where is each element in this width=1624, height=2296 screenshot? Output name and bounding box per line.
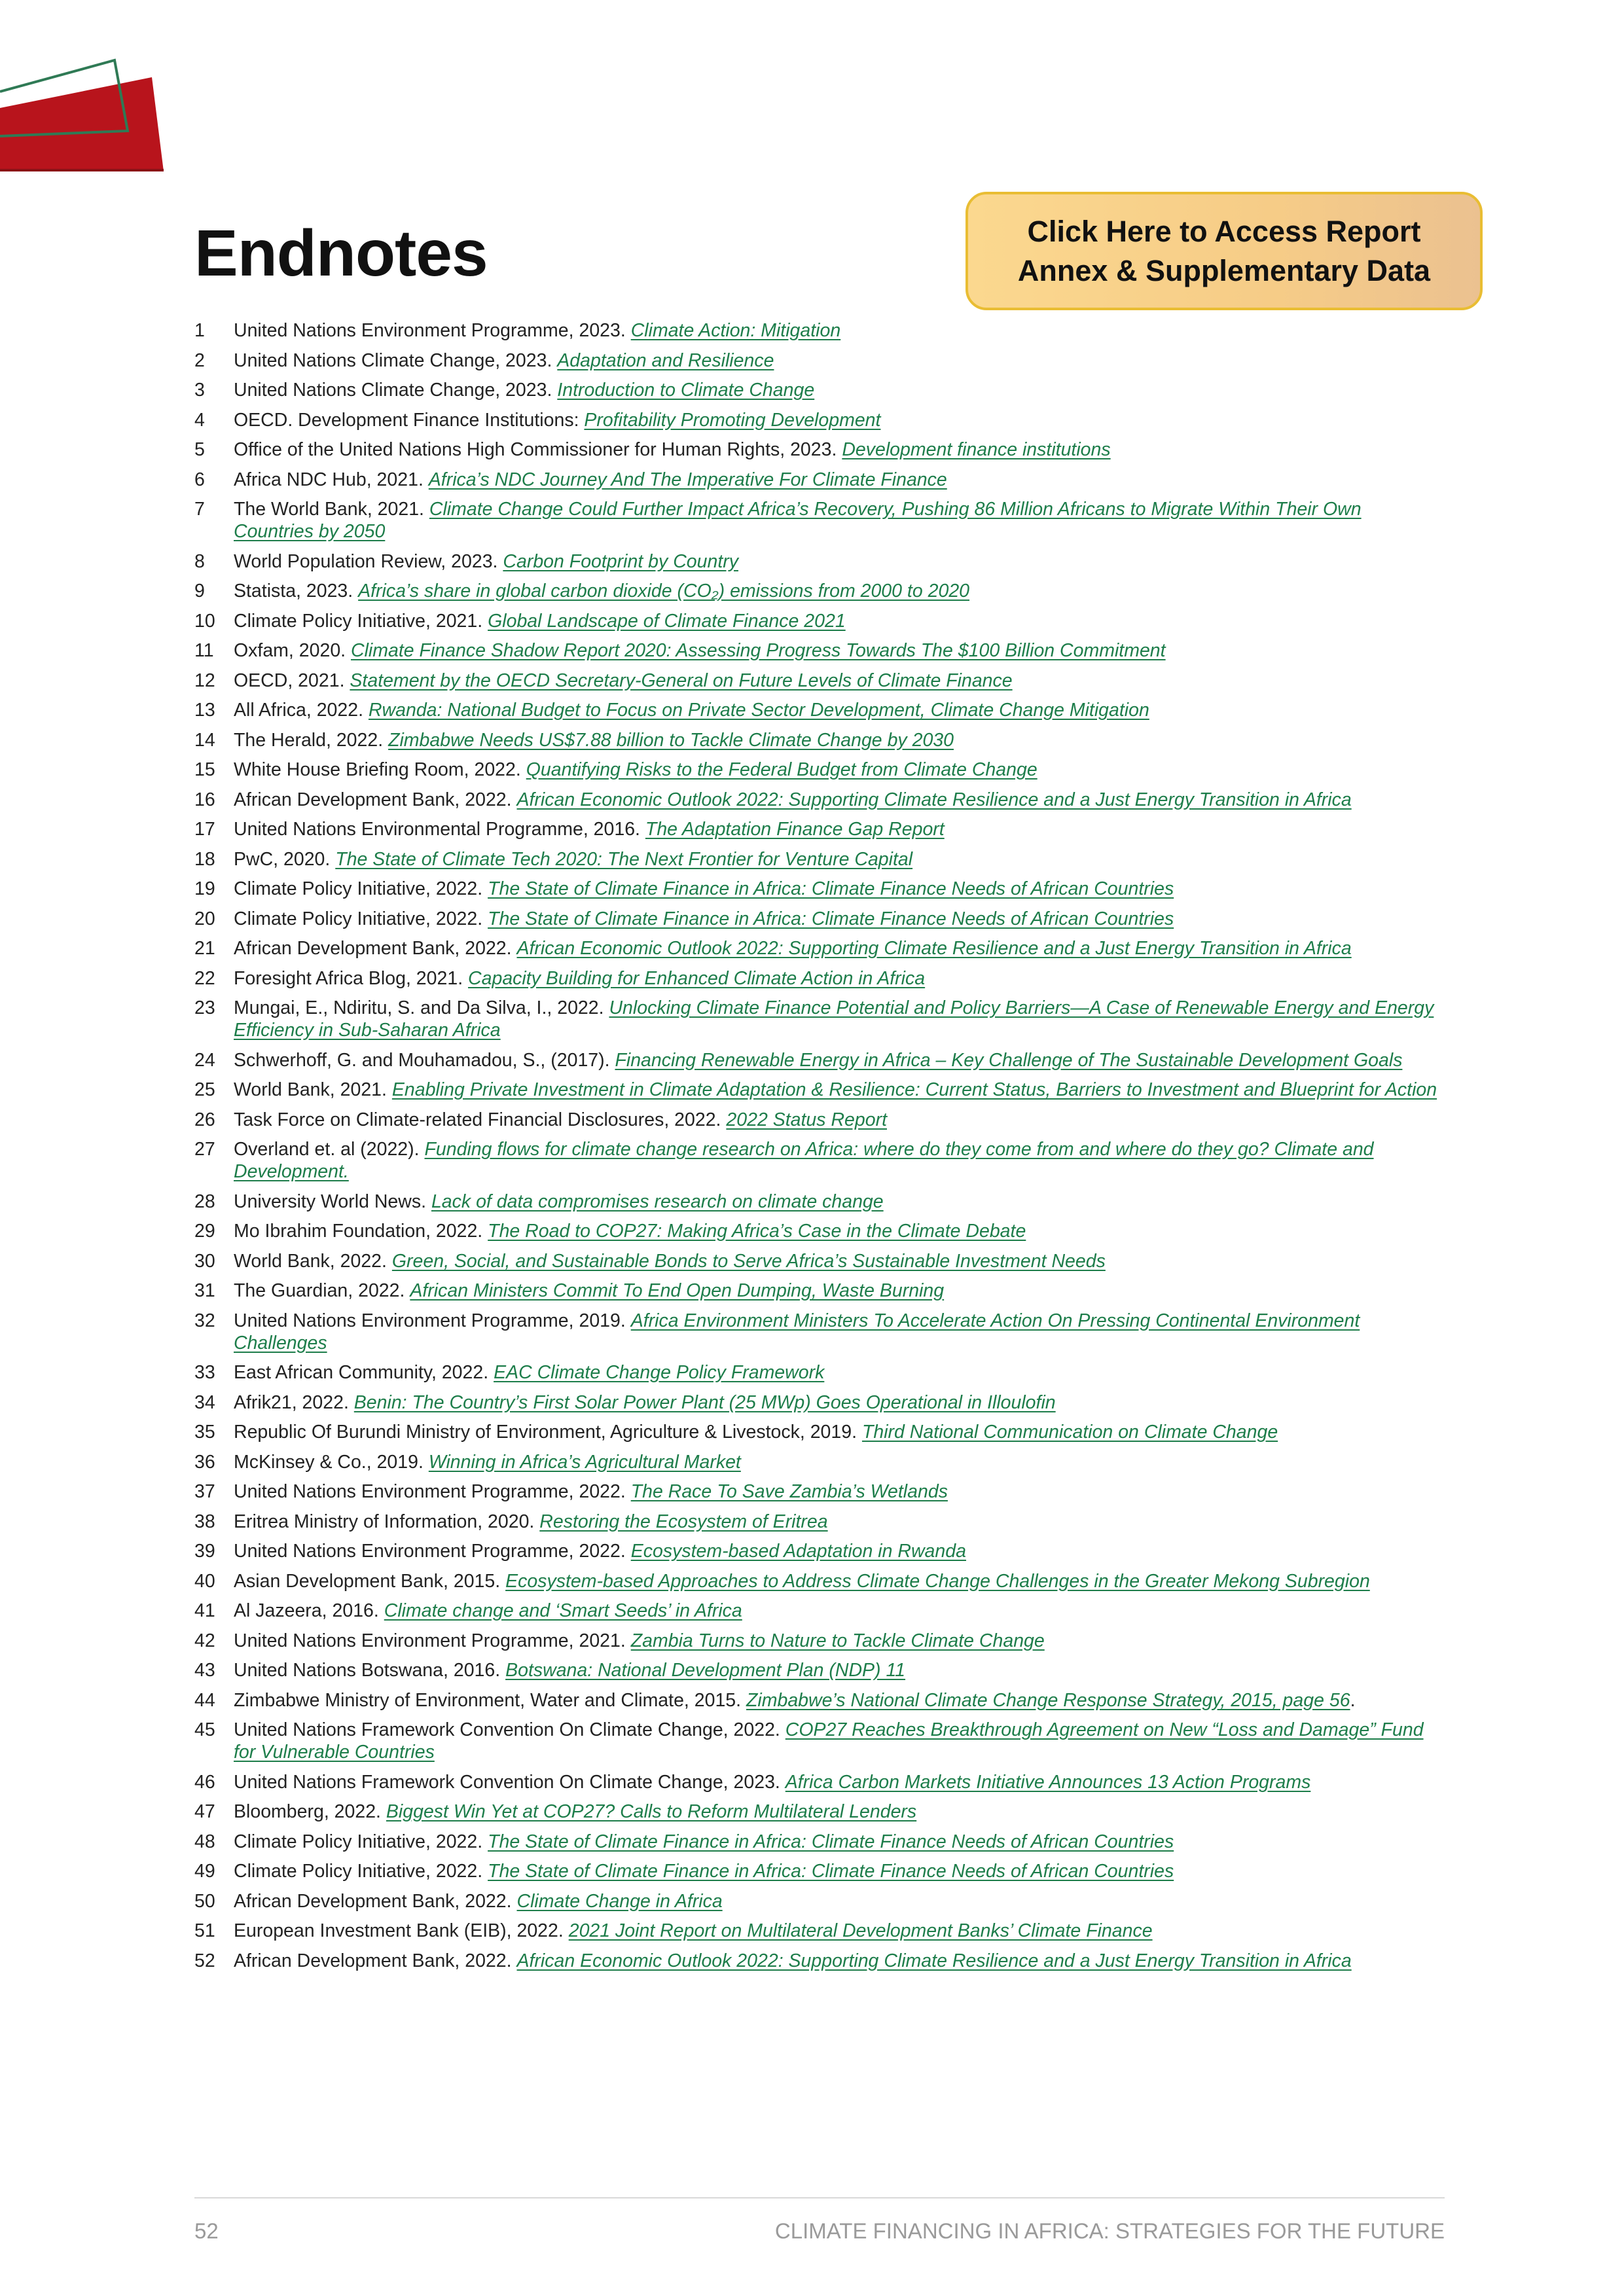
endnote-text (234, 1511, 1445, 1533)
endnote-item (194, 1920, 1445, 1942)
endnote-number: 14 (194, 729, 215, 751)
endnote-link[interactable]: Biggest Win Yet at COP27? Calls to Reform Multilateral Lenders (386, 1801, 917, 1822)
endnote-number: 34 (194, 1391, 215, 1413)
endnote-text (234, 1049, 1445, 1071)
endnote-link[interactable]: Funding flows for climate change research on Africa: where do they come from and where do they go? Climate and Development. (234, 1139, 1374, 1182)
endnote-citation: Zimbabwe Ministry of Environment, Water and Climate, 2015. (234, 1689, 746, 1711)
endnote-text (234, 759, 1445, 781)
endnote-item (194, 1310, 1445, 1354)
endnote-link[interactable]: Development finance institutions (842, 439, 1111, 460)
endnote-number: 49 (194, 1861, 215, 1882)
endnote-citation: United Nations Climate Change, 2023. (234, 350, 558, 371)
endnote-link[interactable]: EAC Climate Change Policy Framework (494, 1362, 825, 1383)
endnote-item (194, 498, 1445, 543)
report-annex-button-line1: Click Here to Access Report (1027, 214, 1421, 248)
endnote-number: 41 (194, 1600, 215, 1621)
endnote-text (234, 1771, 1445, 1793)
endnote-link[interactable]: COP27 Reaches Breakthrough Agreement on New “Loss and Damage” Fund for Vulnerable Countries (234, 1719, 1424, 1763)
endnote-item (194, 1480, 1445, 1503)
endnote-text (234, 1451, 1445, 1473)
endnote-link[interactable]: Ecosystem-based Adaptation in Rwanda (630, 1541, 966, 1562)
endnote-number: 48 (194, 1831, 215, 1852)
endnote-item (194, 1361, 1445, 1384)
endnote-item (194, 1630, 1445, 1652)
endnote-item (194, 1138, 1445, 1183)
endnote-text (234, 1600, 1445, 1622)
endnote-number: 30 (194, 1250, 215, 1272)
endnote-link[interactable]: Climate Change Could Further Impact Africa’s Recovery, Pushing 86 Million Africans to Migrate Within Their Own Countries by 2050 (234, 499, 1362, 542)
endnote-number: 10 (194, 610, 215, 632)
page-title: Endnotes (194, 217, 488, 290)
endnote-text (234, 937, 1445, 960)
endnote-item (194, 1659, 1445, 1681)
endnotes-list (194, 319, 1445, 1979)
endnote-number: 16 (194, 789, 215, 810)
endnote-number: 33 (194, 1362, 215, 1383)
endnote-text (234, 1191, 1445, 1213)
endnote-text (234, 610, 1445, 632)
endnote-text (234, 1280, 1445, 1302)
endnote-citation: Climate Policy Initiative, 2021. (234, 610, 488, 632)
endnote-citation: Climate Policy Initiative, 2022. (234, 908, 488, 929)
endnote-link[interactable]: The State of Climate Finance in Africa: Climate Finance Needs of African Countries (488, 1861, 1174, 1882)
endnote-citation: United Nations Environment Programme, 2021. (234, 1630, 631, 1651)
endnote-number: 51 (194, 1920, 215, 1941)
endnote-text (234, 1890, 1445, 1912)
endnote-item (194, 409, 1445, 431)
endnote-number: 44 (194, 1689, 215, 1711)
endnote-item (194, 319, 1445, 342)
endnote-item (194, 1570, 1445, 1592)
endnote-item (194, 1689, 1445, 1712)
page-number: 52 (194, 2219, 219, 2243)
endnote-item (194, 350, 1445, 372)
endnote-text (234, 639, 1445, 662)
endnote-number: 52 (194, 1950, 215, 1971)
endnote-item (194, 1950, 1445, 1972)
endnote-item (194, 670, 1445, 692)
endnote-link[interactable]: Climate change and ‘Smart Seeds’ in Africa (384, 1600, 742, 1621)
footer-divider (194, 2197, 1445, 2198)
endnote-item (194, 908, 1445, 930)
endnote-link[interactable]: African Economic Outlook 2022: Supporting Climate Resilience and a Just Energy Transition in Africa (516, 938, 1352, 959)
endnote-citation: Al Jazeera, 2016. (234, 1600, 384, 1621)
endnote-link[interactable]: Zimbabwe Needs US$7.88 billion to Tackle Climate Change by 2030 (388, 729, 954, 751)
endnote-number: 11 (194, 640, 214, 661)
endnote-number: 22 (194, 967, 215, 989)
endnote-link[interactable]: Green, Social, and Sustainable Bonds to Serve Africa’s Sustainable Investment Needs (391, 1250, 1106, 1272)
endnote-text (234, 1310, 1445, 1354)
endnote-citation: African Development Bank, 2022. (234, 938, 517, 959)
endnote-link[interactable]: Restoring the Ecosystem of Eritrea (539, 1511, 828, 1532)
endnote-text (234, 1109, 1445, 1131)
endnote-citation: African Development Bank, 2022. (234, 789, 517, 810)
endnote-item (194, 439, 1445, 461)
endnote-link[interactable]: The Road to COP27: Making Africa’s Case in the Climate Debate (488, 1221, 1026, 1242)
endnote-citation: United Nations Environment Programme, 2023. (234, 320, 631, 341)
endnote-item (194, 1801, 1445, 1823)
endnote-citation: Climate Policy Initiative, 2022. (234, 1831, 488, 1852)
endnote-item (194, 1280, 1445, 1302)
endnote-citation: United Nations Environment Programme, 2019. (234, 1310, 631, 1331)
endnote-citation: United Nations Environmental Programme, 2016. (234, 819, 645, 840)
endnote-item (194, 1109, 1445, 1131)
endnote-text (234, 439, 1445, 461)
endnote-text (234, 848, 1445, 870)
endnote-number: 5 (194, 439, 205, 460)
endnote-link[interactable]: Carbon Footprint by Country (503, 550, 738, 572)
endnote-number: 17 (194, 819, 215, 840)
endnote-text (234, 1391, 1445, 1414)
endnote-text (234, 789, 1445, 811)
corner-decoration (0, 0, 170, 177)
endnote-citation: McKinsey & Co., 2019. (234, 1451, 429, 1473)
endnote-item (194, 789, 1445, 811)
endnote-citation: World Population Review, 2023. (234, 550, 503, 572)
endnote-link[interactable]: Zambia Turns to Nature to Tackle Climate Change (630, 1630, 1045, 1651)
endnote-citation: European Investment Bank (EIB), 2022. (234, 1920, 569, 1941)
endnote-link[interactable]: The State of Climate Finance in Africa: Climate Finance Needs of African Countries (488, 878, 1174, 899)
endnote-citation: Office of the United Nations High Commissioner for Human Rights, 2023. (234, 439, 842, 460)
endnote-citation: African Development Bank, 2022. (234, 1950, 517, 1971)
endnote-tail: . (1350, 1689, 1356, 1711)
endnote-citation: United Nations Framework Convention On Climate Change, 2023. (234, 1771, 785, 1793)
endnote-citation: Climate Policy Initiative, 2022. (234, 878, 488, 899)
endnote-item (194, 699, 1445, 721)
endnote-citation: United Nations Climate Change, 2023. (234, 380, 558, 401)
endnote-text (234, 1220, 1445, 1242)
endnote-link[interactable]: African Economic Outlook 2022: Supporting Climate Resilience and a Just Energy Transition in Africa (516, 1950, 1352, 1971)
endnote-number: 45 (194, 1719, 215, 1740)
endnote-number: 37 (194, 1481, 215, 1502)
endnote-citation: United Nations Environment Programme, 2022. (234, 1541, 631, 1562)
endnote-item (194, 1250, 1445, 1272)
endnote-link[interactable]: Third National Communication on Climate Change (861, 1422, 1278, 1443)
endnote-link[interactable]: The State of Climate Tech 2020: The Next Frontier for Venture Capital (335, 848, 913, 870)
endnote-link[interactable]: Botswana: National Development Plan (NDP) 11 (505, 1660, 906, 1681)
endnote-citation: OECD. Development Finance Institutions: (234, 409, 585, 431)
endnote-citation: Schwerhoff, G. and Mouhamadou, S., (2017). (234, 1049, 615, 1071)
endnote-text (234, 1421, 1445, 1443)
endnote-number: 20 (194, 908, 215, 929)
endnote-item (194, 610, 1445, 632)
endnote-citation: The World Bank, 2021. (234, 499, 429, 520)
endnote-link[interactable]: 2021 Joint Report on Multilateral Development Banks’ Climate Finance (568, 1920, 1153, 1941)
endnote-text (234, 1689, 1445, 1712)
endnote-text (234, 409, 1445, 431)
endnote-number: 38 (194, 1511, 215, 1532)
endnote-number: 21 (194, 938, 215, 959)
endnote-link[interactable]: Winning in Africa’s Agricultural Market (428, 1451, 741, 1473)
endnote-number: 6 (194, 469, 205, 490)
endnote-number: 19 (194, 878, 215, 899)
endnote-item (194, 848, 1445, 870)
endnote-number: 24 (194, 1049, 215, 1071)
endnote-text (234, 1801, 1445, 1823)
endnote-text (234, 550, 1445, 573)
endnote-link[interactable]: Unlocking Climate Finance Potential and Policy Barriers—A Case of Renewable Energy and Energy Efficiency in Sub-Saharan Africa (234, 997, 1434, 1041)
endnote-link[interactable]: Lack of data compromises research on climate change (431, 1191, 884, 1212)
endnote-link[interactable]: Adaptation and Resilience (557, 350, 774, 371)
endnote-citation: PwC, 2020. (234, 848, 336, 870)
endnote-text (234, 818, 1445, 840)
endnote-link[interactable]: Capacity Building for Enhanced Climate Action in Africa (468, 967, 926, 989)
endnote-citation: All Africa, 2022. (234, 700, 369, 721)
endnote-link[interactable]: Africa’s share in global carbon dioxide (CO₂) emissions from 2000 to 2020 (358, 581, 970, 601)
report-annex-button-line2: Annex & Supplementary Data (1017, 253, 1431, 287)
endnote-link[interactable]: The State of Climate Finance in Africa: Climate Finance Needs of African Countries (488, 908, 1174, 929)
endnote-number: 43 (194, 1660, 215, 1681)
endnote-citation: Statista, 2023. (234, 581, 359, 601)
endnote-link[interactable]: Quantifying Risks to the Federal Budget from Climate Change (526, 759, 1038, 780)
endnote-citation: World Bank, 2021. (234, 1079, 392, 1100)
endnote-citation: African Development Bank, 2022. (234, 1890, 517, 1912)
endnote-link[interactable]: Ecosystem-based Approaches to Address Climate Change Challenges in the Greater Mekong Subregion (505, 1570, 1370, 1592)
endnote-citation: Bloomberg, 2022. (234, 1801, 386, 1822)
endnote-number: 7 (194, 499, 205, 520)
endnote-text (234, 1920, 1445, 1942)
endnote-text (234, 469, 1445, 491)
endnote-text (234, 1659, 1445, 1681)
endnote-number: 3 (194, 380, 205, 401)
endnote-citation: Republic Of Burundi Ministry of Environment, Agriculture & Livestock, 2019. (234, 1422, 862, 1443)
endnote-number: 47 (194, 1801, 215, 1822)
endnote-item (194, 580, 1445, 602)
endnote-citation: Foresight Africa Blog, 2021. (234, 967, 469, 989)
endnote-link[interactable]: Rwanda: National Budget to Focus on Private Sector Development, Climate Change Mitigation (368, 700, 1149, 721)
endnote-number: 50 (194, 1890, 215, 1912)
endnote-text (234, 1630, 1445, 1652)
endnote-citation: World Bank, 2022. (234, 1250, 392, 1272)
endnote-link[interactable]: Global Landscape of Climate Finance 2021 (488, 610, 846, 632)
endnote-number: 40 (194, 1570, 215, 1592)
endnote-citation: Task Force on Climate-related Financial Disclosures, 2022. (234, 1109, 727, 1130)
endnote-number: 18 (194, 848, 215, 870)
endnote-citation: Overland et. al (2022). (234, 1139, 425, 1160)
endnote-text (234, 1831, 1445, 1853)
endnote-number: 28 (194, 1191, 215, 1212)
endnote-text (234, 1860, 1445, 1882)
endnote-citation: Oxfam, 2020. (234, 640, 352, 661)
endnote-link[interactable]: African Ministers Commit To End Open Dumping, Waste Burning (410, 1280, 945, 1301)
endnote-number: 12 (194, 670, 215, 691)
endnote-item (194, 550, 1445, 573)
endnote-text (234, 1570, 1445, 1592)
endnote-citation: Climate Policy Initiative, 2022. (234, 1861, 488, 1882)
endnote-number: 13 (194, 700, 215, 721)
endnote-text (234, 729, 1445, 751)
endnote-number: 31 (194, 1280, 215, 1301)
endnote-citation: Africa NDC Hub, 2021. (234, 469, 429, 490)
endnote-text (234, 350, 1445, 372)
endnote-text (234, 1950, 1445, 1972)
endnote-citation: United Nations Framework Convention On Climate Change, 2022. (234, 1719, 785, 1740)
endnote-citation: The Guardian, 2022. (234, 1280, 410, 1301)
endnote-link[interactable]: The Race To Save Zambia’s Wetlands (630, 1481, 948, 1502)
endnote-number: 36 (194, 1451, 215, 1473)
endnote-item (194, 379, 1445, 401)
endnote-text (234, 1540, 1445, 1562)
endnote-number: 8 (194, 550, 205, 572)
endnote-citation: OECD, 2021. (234, 670, 350, 691)
endnote-number: 4 (194, 409, 205, 431)
corner-dark-fold (0, 169, 164, 171)
endnote-link[interactable]: Africa Environment Ministers To Accelerate Action On Pressing Continental Environment Challenges (234, 1310, 1360, 1354)
endnote-item (194, 1540, 1445, 1562)
endnote-link[interactable]: Profitability Promoting Development (584, 409, 881, 431)
endnote-item (194, 639, 1445, 662)
endnote-item (194, 1860, 1445, 1882)
endnote-text (234, 908, 1445, 930)
endnote-item (194, 1191, 1445, 1213)
endnote-number: 46 (194, 1771, 215, 1793)
endnote-item (194, 1421, 1445, 1443)
endnote-text (234, 1361, 1445, 1384)
endnote-item (194, 1391, 1445, 1414)
endnote-number: 26 (194, 1109, 215, 1130)
endnote-link[interactable]: Climate Change in Africa (516, 1890, 723, 1912)
endnote-item (194, 469, 1445, 491)
endnote-number: 9 (194, 581, 205, 601)
endnote-citation: Mo Ibrahim Foundation, 2022. (234, 1221, 488, 1242)
endnote-number: 29 (194, 1221, 215, 1242)
endnote-item (194, 818, 1445, 840)
endnote-citation: Eritrea Ministry of Information, 2020. (234, 1511, 540, 1532)
endnote-number: 27 (194, 1139, 215, 1160)
endnote-text (234, 1079, 1445, 1101)
endnote-link[interactable]: Statement by the OECD Secretary-General on Future Levels of Climate Finance (350, 670, 1013, 691)
endnote-item (194, 1220, 1445, 1242)
endnote-number: 39 (194, 1541, 215, 1562)
endnote-link[interactable]: Climate Finance Shadow Report 2020: Assessing Progress Towards The $100 Billion Commitment (351, 640, 1166, 661)
endnote-item (194, 759, 1445, 781)
endnote-item (194, 1771, 1445, 1793)
report-annex-button[interactable] (965, 192, 1483, 310)
endnote-number: 35 (194, 1422, 215, 1443)
endnote-item (194, 997, 1445, 1041)
endnote-item (194, 1451, 1445, 1473)
endnote-item (194, 1079, 1445, 1101)
endnote-citation: White House Briefing Room, 2022. (234, 759, 526, 780)
endnote-text (234, 670, 1445, 692)
endnote-item (194, 1719, 1445, 1763)
endnote-text (234, 580, 1445, 602)
endnote-number: 2 (194, 350, 205, 371)
endnote-link[interactable]: Climate Action: Mitigation (630, 320, 841, 341)
endnote-number: 32 (194, 1310, 215, 1331)
endnote-link[interactable]: African Economic Outlook 2022: Supporting Climate Resilience and a Just Energy Transition in Africa (516, 789, 1352, 810)
endnote-link[interactable]: Introduction to Climate Change (557, 380, 815, 401)
endnote-item (194, 1511, 1445, 1533)
endnote-citation: East African Community, 2022. (234, 1362, 494, 1383)
endnote-text (234, 699, 1445, 721)
endnote-item (194, 937, 1445, 960)
endnote-item (194, 878, 1445, 900)
endnote-text (234, 878, 1445, 900)
endnote-citation: United Nations Environment Programme, 2022. (234, 1481, 631, 1502)
endnote-item (194, 1600, 1445, 1622)
endnote-number: 23 (194, 997, 215, 1018)
endnote-link[interactable]: Zimbabwe’s National Climate Change Response Strategy, 2015, page 56 (746, 1689, 1350, 1711)
endnote-item (194, 967, 1445, 990)
endnote-number: 15 (194, 759, 215, 780)
endnote-number: 42 (194, 1630, 215, 1651)
endnote-text (234, 1719, 1445, 1763)
endnote-link[interactable]: Enabling Private Investment in Climate Adaptation & Resilience: Current Status, Barriers to Investment and Blueprint for Action (391, 1079, 1437, 1100)
endnote-item (194, 1831, 1445, 1853)
endnote-link[interactable]: Africa’s NDC Journey And The Imperative For Climate Finance (428, 469, 947, 490)
endnote-citation: Mungai, E., Ndiritu, S. and Da Silva, I., 2022. (234, 997, 609, 1018)
endnote-link[interactable]: Africa Carbon Markets Initiative Announces 13 Action Programs (785, 1771, 1311, 1793)
endnote-item (194, 1049, 1445, 1071)
endnote-link[interactable]: The State of Climate Finance in Africa: Climate Finance Needs of African Countries (488, 1831, 1174, 1852)
endnote-citation: The Herald, 2022. (234, 729, 389, 751)
endnote-link[interactable]: Benin: The Country’s First Solar Power Plant (25 MWp) Goes Operational in Illoulofin (353, 1391, 1056, 1413)
endnote-number: 25 (194, 1079, 215, 1100)
endnote-text (234, 498, 1445, 543)
endnote-text (234, 1480, 1445, 1503)
endnote-link[interactable]: The Adaptation Finance Gap Report (645, 819, 945, 840)
endnote-item (194, 1890, 1445, 1912)
endnote-text (234, 967, 1445, 990)
running-title: CLIMATE FINANCING IN AFRICA: STRATEGIES FOR THE FUTURE (774, 2219, 1445, 2243)
endnote-text (234, 997, 1445, 1041)
endnote-citation: University World News. (234, 1191, 431, 1212)
endnote-text (234, 1250, 1445, 1272)
endnote-item (194, 729, 1445, 751)
endnote-citation: United Nations Botswana, 2016. (234, 1660, 506, 1681)
endnote-number: 1 (194, 320, 205, 341)
endnote-citation: Afrik21, 2022. (234, 1391, 354, 1413)
endnote-link[interactable]: Financing Renewable Energy in Africa – Key Challenge of The Sustainable Development Goals (615, 1049, 1403, 1071)
endnote-link[interactable]: 2022 Status Report (726, 1109, 887, 1130)
endnote-citation: Asian Development Bank, 2015. (234, 1570, 506, 1592)
endnote-text (234, 379, 1445, 401)
endnote-text (234, 319, 1445, 342)
endnote-text (234, 1138, 1445, 1183)
